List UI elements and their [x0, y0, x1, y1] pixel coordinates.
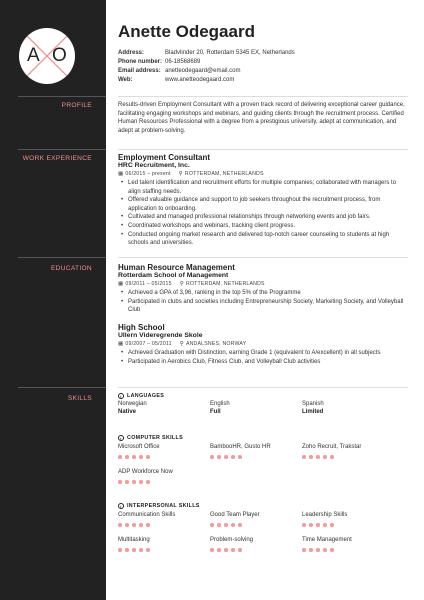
school-name: Rotterdam School of Management [118, 272, 229, 279]
contact-phone: Phone number: 06-18568689 [118, 59, 201, 65]
language-name: English [210, 401, 230, 407]
rating-dot [132, 480, 136, 484]
skill-rating [302, 548, 334, 552]
info-icon: i [118, 435, 124, 441]
skill-rating [210, 548, 242, 552]
language-level: Full [210, 409, 221, 415]
rating-dot [139, 480, 143, 484]
rating-dot [125, 548, 129, 552]
rating-dot [330, 523, 334, 527]
sidebar-divider [18, 149, 106, 150]
list-item: • Coordinated workshops and webinars, tracking client progress. [118, 222, 410, 231]
list-item: • Offered valuable guidance and support to job seekers throughout the recruitment process, from application to onboarding. [118, 196, 410, 213]
contact-address: Address: Bladvlinder 20, Rotterdam 5345 EX, Netherlands [118, 50, 295, 56]
skill-name: ADP Workforce Now [118, 469, 173, 475]
interpersonal-skills-heading: i INTERPERSONAL SKILLS [118, 503, 200, 509]
list-item: • Achieved a GPA of 3,96, ranking in the top 5% of the Programme [118, 289, 410, 298]
rating-dot [217, 455, 221, 459]
rating-dot [231, 523, 235, 527]
computer-skills-heading: i COMPUTER SKILLS [118, 435, 183, 441]
language-name: Norwegian [118, 401, 147, 407]
section-label-education: EDUCATION [50, 265, 92, 272]
rating-dot [231, 548, 235, 552]
skill-rating [302, 455, 334, 459]
section-label-skills: SKILLS [67, 395, 92, 402]
rating-dot [231, 455, 235, 459]
rating-dot [210, 548, 214, 552]
list-item: • Participated in clubs and societies including Entrepreneurship Society, Marketing Society, and Volleyball Club [118, 298, 410, 315]
contact-email[interactable]: Email address: anetteodegaard@email.com [118, 68, 241, 74]
rating-dot [330, 455, 334, 459]
job-meta: ▦ 06/2015 – present ⚲ ROTTERDAM, NETHERLANDS [118, 171, 264, 177]
rating-dot [224, 548, 228, 552]
rating-dot [224, 455, 228, 459]
skill-name: Time Management [302, 537, 352, 543]
sidebar-divider [18, 387, 106, 388]
rating-dot [146, 548, 150, 552]
section-divider [118, 96, 408, 97]
section-divider [118, 149, 408, 150]
rating-dot [309, 548, 313, 552]
education-meta: ▦ 09/2011 – 05/2015 ⚲ ROTTERDAM, NETHERLANDS [118, 281, 265, 287]
skill-rating [210, 455, 242, 459]
calendar-icon: ▦ [118, 171, 124, 177]
info-icon: i [118, 503, 124, 509]
rating-dot [323, 523, 327, 527]
rating-dot [139, 455, 143, 459]
rating-dot [118, 455, 122, 459]
calendar-icon: ▦ [118, 341, 124, 347]
section-label-profile: PROFILE [61, 102, 92, 109]
rating-dot [125, 480, 129, 484]
rating-dot [118, 480, 122, 484]
skill-name: Leadership Skills [302, 512, 348, 518]
rating-dot [132, 548, 136, 552]
education-bullets [118, 289, 410, 315]
list-item: • Participated in Aerobics Club, Fitness Club, and Volleyball Club activities [118, 358, 410, 367]
info-icon: i [118, 393, 124, 399]
rating-dot [302, 455, 306, 459]
candidate-name: Anette Odegaard [118, 22, 255, 41]
rating-dot [302, 548, 306, 552]
skill-rating [118, 548, 150, 552]
skill-name: BambooHR, Gusto HR [210, 444, 271, 450]
rating-dot [132, 523, 136, 527]
education-bullets [118, 349, 410, 366]
avatar [19, 28, 75, 84]
rating-dot [146, 455, 150, 459]
skill-rating [118, 455, 150, 459]
location-pin-icon: ⚲ [179, 341, 184, 347]
rating-dot [323, 548, 327, 552]
rating-dot [210, 523, 214, 527]
rating-dot [238, 548, 242, 552]
degree-title: Human Resource Management [118, 263, 235, 272]
language-level: Native [118, 409, 137, 415]
rating-dot [125, 455, 129, 459]
profile-summary: Results-driven Employment Consultant with a proven track record of delivering exceptional career guidance, facilitating engaging workshops and webinars, and guiding clients through the recruitment process. Certified Human Resources Professional with a degree from a prestigious university, adept at communication, and adept at problem-solving. [118, 102, 405, 134]
skill-name: Multitasking [118, 537, 150, 543]
degree-title: High School [118, 323, 165, 332]
list-item: • Cultivated and managed professional relationships through networking events and job fairs. [118, 213, 410, 222]
school-name: Ullern Videregrende Skole [118, 332, 203, 339]
rating-dot [309, 455, 313, 459]
calendar-icon: ▦ [118, 281, 124, 287]
skill-rating [118, 523, 150, 527]
rating-dot [224, 523, 228, 527]
rating-dot [139, 523, 143, 527]
rating-dot [217, 523, 221, 527]
rating-dot [132, 455, 136, 459]
initial-first: A [27, 45, 40, 66]
language-level: Limited [302, 409, 324, 415]
contact-web[interactable]: Web: www.anetteodegaard.com [118, 77, 235, 83]
rating-dot [316, 523, 320, 527]
rating-dot [125, 523, 129, 527]
rating-dot [238, 455, 242, 459]
rating-dot [238, 523, 242, 527]
section-label-work: WORK EXPERIENCE [22, 155, 92, 162]
skill-rating [302, 523, 334, 527]
section-divider [118, 257, 408, 258]
skill-name: Communication Skills [118, 512, 176, 518]
rating-dot [118, 548, 122, 552]
skill-rating [210, 523, 242, 527]
list-item: • Conducted ongoing market research and delivered top-notch career counseling to students at high schools and universities. [118, 231, 410, 248]
location-pin-icon: ⚲ [178, 171, 183, 177]
rating-dot [139, 548, 143, 552]
location-pin-icon: ⚲ [179, 281, 184, 287]
rating-dot [316, 548, 320, 552]
rating-dot [217, 548, 221, 552]
initial-last: O [52, 45, 67, 66]
education-meta: ▦ 09/2007 – 05/2011 ⚲ ANDALSNES, NORWAY [118, 341, 247, 347]
sidebar [0, 0, 106, 600]
job-company: HRC Recruitment, Inc. [118, 162, 190, 169]
skill-name: Zoho Recruit, Trakstar [302, 444, 362, 450]
languages-heading: i LANGUAGES [118, 393, 164, 399]
skill-name: Problem-solving [210, 537, 254, 543]
sidebar-divider [18, 96, 106, 97]
rating-dot [330, 548, 334, 552]
rating-dot [316, 455, 320, 459]
list-item: • Achieved Graduation with Distinction, earning Grade 1 (equivalent to A/excellent) in all subjects [118, 349, 410, 358]
list-item: • Led talent identification and recruitment efforts for multiple companies; collaborated with managers to align staffing needs. [118, 179, 410, 196]
job-bullets [118, 179, 410, 248]
rating-dot [309, 523, 313, 527]
skill-name: Microsoft Office [118, 444, 160, 450]
skill-rating [118, 480, 150, 484]
rating-dot [146, 480, 150, 484]
section-divider [118, 387, 408, 388]
rating-dot [302, 523, 306, 527]
job-title: Employment Consultant [118, 153, 211, 162]
rating-dot [323, 455, 327, 459]
language-name: Spanish [302, 401, 324, 407]
rating-dot [146, 523, 150, 527]
rating-dot [210, 455, 214, 459]
rating-dot [118, 523, 122, 527]
skill-name: Good Team Player [210, 512, 260, 518]
sidebar-divider [18, 257, 106, 258]
